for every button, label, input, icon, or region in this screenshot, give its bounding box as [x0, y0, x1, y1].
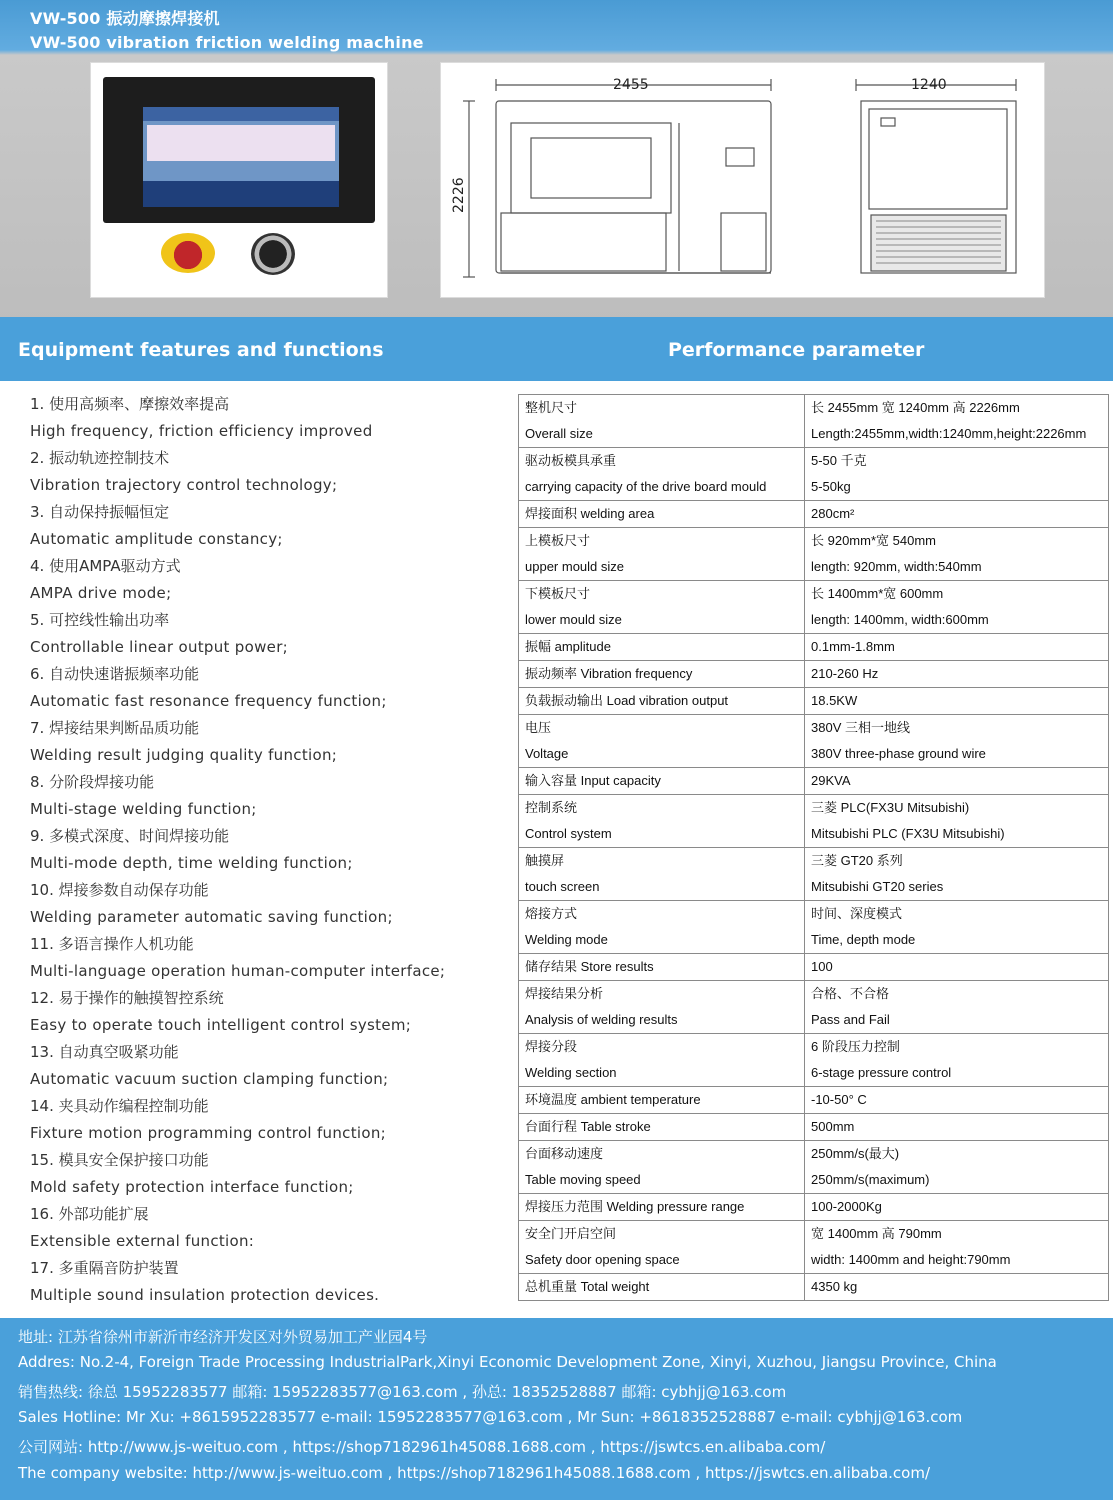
param-value: 合格、不合格: [811, 986, 890, 1001]
features-heading: Equipment features and functions: [18, 339, 384, 361]
table-row: [519, 768, 1109, 795]
table-row: [519, 581, 1109, 634]
feature-item-en: Automatic fast resonance frequency function;: [30, 692, 387, 710]
control-panel-image: [90, 62, 388, 298]
param-value: 长 920mm*宽 540mm: [811, 533, 936, 548]
feature-item-en: Mold safety protection interface function;: [30, 1178, 354, 1196]
param-name: 下模板尺寸: [525, 586, 591, 601]
param-value-cell: [805, 848, 1109, 901]
address-english: Addres: No.2-4, Foreign Trade Processing IndustrialPark,Xinyi Economic Development Zone, Xinyi, Xuzhou, Jiangsu Province, China: [18, 1353, 997, 1371]
control-panel-icon: [103, 77, 375, 223]
param-value-cell: [805, 1274, 1109, 1301]
param-value-cell: [805, 901, 1109, 954]
param-value-cell: [805, 1034, 1109, 1087]
table-row: [519, 395, 1109, 448]
table-row: [519, 1194, 1109, 1221]
dimension-drawing: [440, 62, 1045, 298]
feature-item-cn: 5. 可控线性输出功率: [30, 611, 170, 629]
param-name-cell: [519, 634, 805, 661]
feature-item-en: Multiple sound insulation protection devices.: [30, 1286, 380, 1304]
param-value-cell: [805, 768, 1109, 795]
title-english: VW-500 vibration friction welding machine: [30, 33, 424, 52]
param-value-cell: [805, 528, 1109, 581]
dimension-height: 2226: [451, 177, 467, 213]
param-name-cell: [519, 954, 805, 981]
param-value: 0.1mm-1.8mm: [811, 639, 895, 654]
key-switch-icon: [251, 233, 295, 275]
table-row: [519, 1141, 1109, 1194]
param-value: 三菱 GT20 系列: [811, 853, 903, 868]
param-name: 负载振动输出 Load vibration output: [525, 693, 729, 708]
param-value-cell: [805, 395, 1109, 448]
table-row: [519, 661, 1109, 688]
param-name-cell: [519, 1274, 805, 1301]
param-value: Mitsubishi GT20 series: [811, 879, 944, 894]
feature-item-cn: 11. 多语言操作人机功能: [30, 935, 194, 953]
table-row: [519, 501, 1109, 528]
dimension-width-front: 2455: [613, 77, 649, 93]
param-name: Table moving speed: [525, 1172, 641, 1187]
param-value-cell: [805, 581, 1109, 634]
param-value-cell: [805, 715, 1109, 768]
param-name-cell: [519, 1221, 805, 1274]
param-name: 振动频率 Vibration frequency: [525, 666, 693, 681]
param-value: width: 1400mm and height:790mm: [811, 1252, 1011, 1267]
param-name: Analysis of welding results: [525, 1012, 678, 1027]
table-row: [519, 688, 1109, 715]
param-value: 380V three-phase ground wire: [811, 746, 986, 761]
param-value-cell: [805, 1194, 1109, 1221]
feature-item-cn: 9. 多模式深度、时间焊接功能: [30, 827, 230, 845]
param-value: 5-50 千克: [811, 453, 867, 468]
feature-item-cn: 4. 使用AMPA驱动方式: [30, 557, 181, 575]
param-name: 总机重量 Total weight: [525, 1279, 650, 1294]
feature-item-cn: 17. 多重隔音防护装置: [30, 1259, 179, 1277]
feature-item-en: Welding result judging quality function;: [30, 746, 338, 764]
param-value: 210-260 Hz: [811, 666, 879, 681]
table-row: [519, 448, 1109, 501]
param-name-cell: [519, 715, 805, 768]
param-name-cell: [519, 581, 805, 634]
param-value: Time, depth mode: [811, 932, 916, 947]
feature-item-cn: 15. 模具安全保护接口功能: [30, 1151, 209, 1169]
feature-item-cn: 2. 振动轨迹控制技术: [30, 449, 170, 467]
feature-item-cn: 12. 易于操作的触摸智控系统: [30, 989, 224, 1007]
param-value-cell: [805, 634, 1109, 661]
table-row: [519, 981, 1109, 1034]
param-value-cell: [805, 688, 1109, 715]
param-name: Control system: [525, 826, 612, 841]
param-value: 长 2455mm 宽 1240mm 高 2226mm: [811, 400, 1020, 415]
param-name-cell: [519, 448, 805, 501]
feature-item-cn: 1. 使用高频率、摩擦效率提高: [30, 395, 230, 413]
param-name: 焊接分段: [525, 1039, 578, 1054]
table-row: [519, 1034, 1109, 1087]
param-name-cell: [519, 501, 805, 528]
param-name: carrying capacity of the drive board mould: [525, 479, 767, 494]
param-value-cell: [805, 1141, 1109, 1194]
param-name-cell: [519, 1194, 805, 1221]
param-value: 6 阶段压力控制: [811, 1039, 900, 1054]
params-heading: Performance parameter: [668, 339, 925, 361]
param-name: lower mould size: [525, 612, 622, 627]
param-name: 驱动板模具承重: [525, 453, 617, 468]
param-name: Safety door opening space: [525, 1252, 680, 1267]
param-name-cell: [519, 1114, 805, 1141]
param-value-cell: [805, 448, 1109, 501]
feature-item-en: Extensible external function:: [30, 1232, 255, 1250]
feature-item-en: High frequency, friction efficiency improved: [30, 422, 373, 440]
feature-item-cn: 16. 外部功能扩展: [30, 1205, 149, 1223]
feature-item-en: Multi-stage welding function;: [30, 800, 257, 818]
feature-item-cn: 14. 夹具动作编程控制功能: [30, 1097, 209, 1115]
param-value: length: 920mm, width:540mm: [811, 559, 982, 574]
feature-item-en: Automatic amplitude constancy;: [30, 530, 283, 548]
param-value: 280cm²: [811, 506, 855, 521]
feature-item-en: Controllable linear output power;: [30, 638, 289, 656]
param-value-cell: [805, 501, 1109, 528]
param-value-cell: [805, 661, 1109, 688]
table-row: [519, 528, 1109, 581]
param-value: 6-stage pressure control: [811, 1065, 952, 1080]
param-name: Overall size: [525, 426, 593, 441]
param-name: 熔接方式: [525, 906, 578, 921]
param-name-cell: [519, 795, 805, 848]
feature-item-cn: 6. 自动快速谐振频率功能: [30, 665, 200, 683]
param-value: Length:2455mm,width:1240mm,height:2226mm: [811, 426, 1087, 441]
param-name-cell: [519, 981, 805, 1034]
website-chinese: 公司网站: http://www.js-weituo.com , https://shop7182961h45088.1688.com , https://jswtcs.en.alibaba.com/: [18, 1438, 826, 1456]
header-banner: [0, 0, 1113, 322]
param-name: Voltage: [525, 746, 569, 761]
param-value-cell: [805, 981, 1109, 1034]
table-row: [519, 1087, 1109, 1114]
param-value: length: 1400mm, width:600mm: [811, 612, 989, 627]
param-value-cell: [805, 795, 1109, 848]
param-value: 250mm/s(最大): [811, 1146, 900, 1161]
param-name-cell: [519, 661, 805, 688]
dimension-width-side: 1240: [911, 77, 947, 93]
feature-item-en: Multi-mode depth, time welding function;: [30, 854, 353, 872]
param-value-cell: [805, 1221, 1109, 1274]
feature-list: [30, 391, 515, 1309]
param-value-cell: [805, 1114, 1109, 1141]
feature-item-cn: 7. 焊接结果判断品质功能: [30, 719, 200, 737]
title-chinese: VW-500 振动摩擦焊接机: [30, 9, 220, 28]
feature-item-en: Vibration trajectory control technology;: [30, 476, 338, 494]
touch-screen-display: [143, 107, 339, 207]
param-name: 整机尺寸: [525, 400, 578, 415]
address-chinese: 地址: 江苏省徐州市新沂市经济开发区对外贸易加工产业园4号: [18, 1328, 428, 1346]
param-value: 时间、深度模式: [811, 906, 903, 921]
param-name: upper mould size: [525, 559, 624, 574]
param-name: 控制系统: [525, 800, 578, 815]
param-name: 电压: [525, 720, 552, 735]
param-value: 长 1400mm*宽 600mm: [811, 586, 944, 601]
machine-drawing-icon: [441, 63, 1044, 297]
feature-item-en: AMPA drive mode;: [30, 584, 172, 602]
table-row: [519, 795, 1109, 848]
param-name-cell: [519, 1141, 805, 1194]
feature-item-en: Fixture motion programming control function;: [30, 1124, 386, 1142]
table-row: [519, 715, 1109, 768]
param-name: 输入容量 Input capacity: [525, 773, 661, 788]
param-value: 宽 1400mm 高 790mm: [811, 1226, 942, 1241]
feature-item-en: Automatic vacuum suction clamping function;: [30, 1070, 389, 1088]
param-name-cell: [519, 848, 805, 901]
param-name-cell: [519, 688, 805, 715]
param-value: -10-50° C: [811, 1092, 867, 1107]
param-value: 100-2000Kg: [811, 1199, 882, 1214]
param-name: 焊接压力范围 Welding pressure range: [525, 1199, 745, 1214]
param-name: 触摸屏: [525, 853, 565, 868]
param-name-cell: [519, 1034, 805, 1087]
param-value-cell: [805, 954, 1109, 981]
param-name: 台面移动速度: [525, 1146, 604, 1161]
performance-parameter-table: [518, 394, 1109, 1301]
param-name: Welding mode: [525, 932, 608, 947]
feature-item-cn: 13. 自动真空吸紧功能: [30, 1043, 179, 1061]
website-english: The company website: http://www.js-weituo.com , https://shop7182961h45088.1688.com , https://jswtcs.en.alibaba.com/: [18, 1464, 931, 1482]
param-name-cell: [519, 901, 805, 954]
param-value: 三菱 PLC(FX3U Mitsubishi): [811, 800, 970, 815]
feature-item-cn: 10. 焊接参数自动保存功能: [30, 881, 209, 899]
feature-item-cn: 8. 分阶段焊接功能: [30, 773, 155, 791]
param-name: 台面行程 Table stroke: [525, 1119, 651, 1134]
table-row: [519, 1114, 1109, 1141]
param-name: Welding section: [525, 1065, 617, 1080]
param-name: touch screen: [525, 879, 600, 894]
param-value: Mitsubishi PLC (FX3U Mitsubishi): [811, 826, 1005, 841]
param-name: 环境温度 ambient temperature: [525, 1092, 701, 1107]
table-row: [519, 634, 1109, 661]
param-value: 380V 三相一地线: [811, 720, 910, 735]
hotline-chinese: 销售热线: 徐总 15952283577 邮箱: 15952283577@163.com , 孙总: 18352528887 邮箱: cybhjj@163.com: [18, 1383, 787, 1401]
feature-item-en: Multi-language operation human-computer interface;: [30, 962, 446, 980]
contact-footer: [0, 1318, 1113, 1500]
feature-item-en: Welding parameter automatic saving function;: [30, 908, 393, 926]
param-value: 29KVA: [811, 773, 851, 788]
emergency-stop-icon: [161, 233, 215, 273]
feature-item-cn: 3. 自动保持振幅恒定: [30, 503, 170, 521]
param-name: 焊接面积 welding area: [525, 506, 655, 521]
param-value: 500mm: [811, 1119, 855, 1134]
param-name: 上模板尺寸: [525, 533, 591, 548]
param-name: 储存结果 Store results: [525, 959, 654, 974]
param-value: Pass and Fail: [811, 1012, 890, 1027]
param-value: 100: [811, 959, 833, 974]
param-value: 18.5KW: [811, 693, 858, 708]
param-name-cell: [519, 395, 805, 448]
param-name-cell: [519, 528, 805, 581]
param-value-cell: [805, 1087, 1109, 1114]
param-name: 振幅 amplitude: [525, 639, 611, 654]
table-row: [519, 954, 1109, 981]
table-row: [519, 901, 1109, 954]
hotline-english: Sales Hotline: Mr Xu: +8615952283577 e-mail: 15952283577@163.com , Mr Sun: +8618352528887 e-mail: cybhjj@163.com: [18, 1408, 963, 1426]
param-name-cell: [519, 768, 805, 795]
param-name: 焊接结果分析: [525, 986, 604, 1001]
table-row: [519, 1274, 1109, 1301]
param-value: 4350 kg: [811, 1279, 858, 1294]
param-value: 250mm/s(maximum): [811, 1172, 930, 1187]
table-row: [519, 1221, 1109, 1274]
table-row: [519, 848, 1109, 901]
param-value: 5-50kg: [811, 479, 851, 494]
param-name-cell: [519, 1087, 805, 1114]
feature-item-en: Easy to operate touch intelligent control system;: [30, 1016, 412, 1034]
param-name: 安全门开启空间: [525, 1226, 617, 1241]
